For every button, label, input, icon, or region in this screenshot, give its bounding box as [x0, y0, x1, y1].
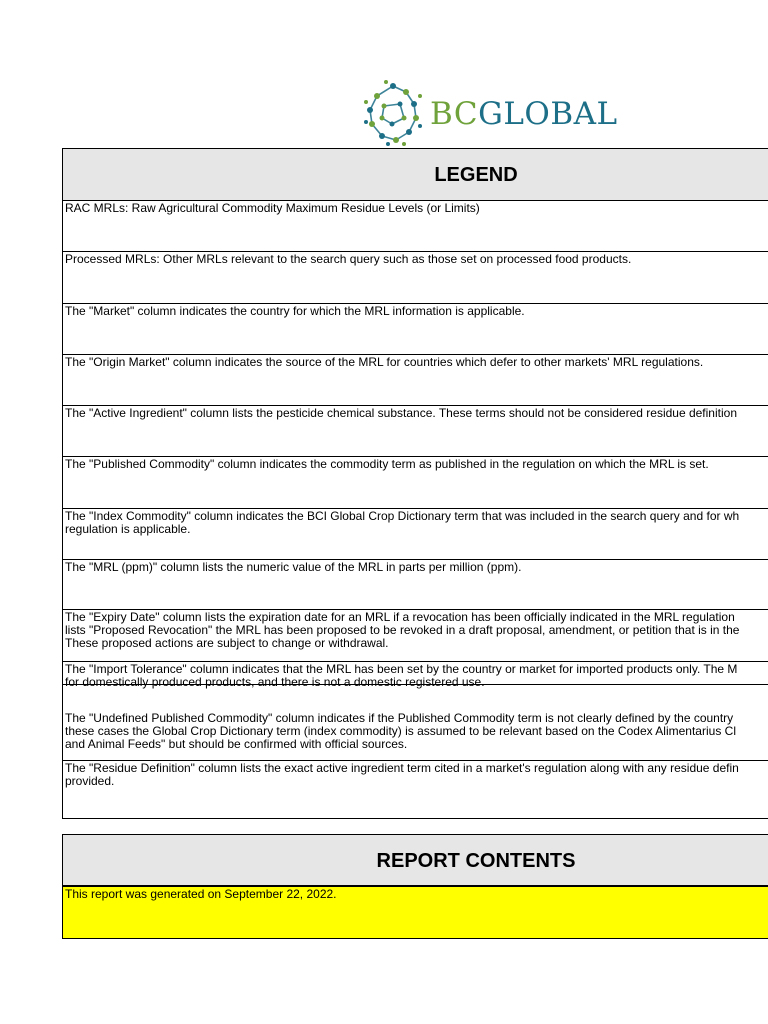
- legend-row-text: The "Origin Market" column indicates the source of the MRL for countries which defer to other markets' MRL regulations.: [65, 355, 704, 369]
- legend-row-text: Processed MRLs: Other MRLs relevant to the search query such as those set on processed food products.: [65, 252, 632, 266]
- legend-row-text: These proposed actions are subject to change or withdrawal.: [65, 636, 389, 650]
- legend-row: [63, 406, 768, 457]
- report-generated-text: This report was generated on September 22, 2022.: [65, 887, 337, 901]
- logo-bc-text: BC: [430, 96, 479, 132]
- legend-row: [63, 457, 768, 509]
- logo-global-text: GLOBAL: [478, 96, 618, 132]
- legend-row-text: The "Index Commodity" column indicates the BCI Global Crop Dictionary term that was included in the search query and for wh: [65, 509, 740, 523]
- legend-row-text: The "Active Ingredient" column lists the pesticide chemical substance. These terms should not be considered residue definition: [65, 406, 737, 420]
- legend-row: [63, 711, 768, 761]
- legend-row-text: these cases the Global Crop Dictionary term (index commodity) is assumed to be relevant based on the Codex Alimentarius Cl: [65, 724, 736, 738]
- legend-row: [63, 355, 768, 406]
- legend-row: [63, 761, 768, 811]
- legend-row-text: for domestically produced products, and there is not a domestic registered use.: [65, 675, 485, 689]
- bcglobal-logo: [362, 78, 618, 148]
- legend-row-text: lists "Proposed Revocation" the MRL has been proposed to be revoked in a draft proposal, amendment, or petition that is in the: [65, 623, 740, 637]
- legend-row-text: The "Residue Definition" column lists the exact active ingredient term cited in a market's regulation along with any residue defin: [65, 761, 739, 775]
- legend-row: [63, 201, 768, 252]
- legend-row: [63, 662, 768, 689]
- molecule-cluster-icon: [362, 78, 424, 148]
- legend-table: [62, 148, 768, 819]
- report-generated-row: [63, 886, 768, 938]
- legend-header: [63, 149, 768, 201]
- legend-row-text: provided.: [65, 774, 115, 788]
- legend-row: [63, 610, 768, 662]
- logo-wordmark: [430, 96, 618, 132]
- legend-title: LEGEND: [434, 164, 518, 186]
- report-contents-header: [63, 835, 768, 886]
- legend-row-text: The "Undefined Published Commodity" column indicates if the Published Commodity term is not clearly defined by the country: [65, 711, 734, 725]
- legend-row-text: The "Import Tolerance" column indicates that the MRL has been set by the country or market for imported products only. The M: [65, 662, 738, 676]
- legend-row: [63, 509, 768, 560]
- report-contents-table: [62, 834, 768, 939]
- legend-row: [63, 560, 768, 610]
- legend-row-text: The "Published Commodity" column indicates the commodity term as published in the regulation on which the MRL is set.: [65, 457, 709, 471]
- legend-row: [63, 252, 768, 304]
- legend-row-text: and Animal Feeds" but should be confirmed with official sources.: [65, 737, 408, 751]
- report-contents-title: REPORT CONTENTS: [376, 850, 576, 872]
- legend-row-text: RAC MRLs: Raw Agricultural Commodity Maximum Residue Levels (or Limits): [65, 201, 480, 215]
- legend-row-text: The "Expiry Date" column lists the expiration date for an MRL if a revocation has been officially indicated in the MRL regulation: [65, 610, 735, 624]
- legend-row-text: regulation is applicable.: [65, 522, 191, 536]
- legend-row-text: The "Market" column indicates the country for which the MRL information is applicable.: [65, 304, 525, 318]
- legend-row-text: The "MRL (ppm)" column lists the numeric value of the MRL in parts per million (ppm).: [65, 560, 522, 574]
- legend-row: [63, 304, 768, 355]
